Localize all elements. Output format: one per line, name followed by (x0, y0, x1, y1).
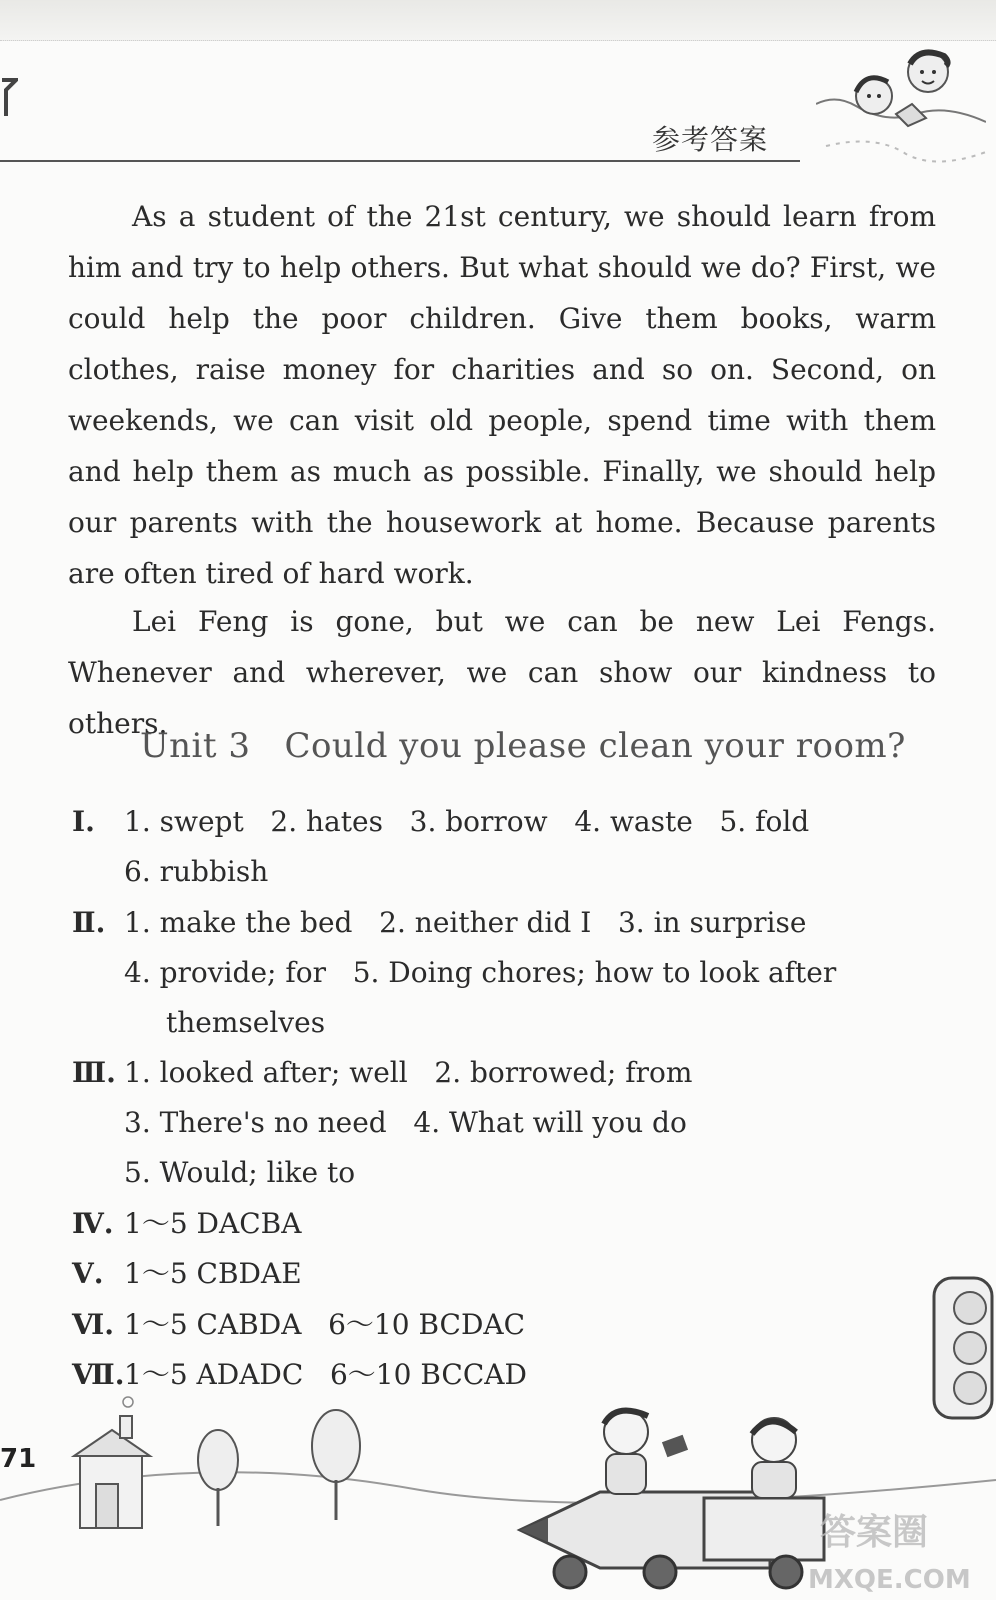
svg-text:MXQE.COM: MXQE.COM (808, 1565, 971, 1595)
answer-line: 1～5 ADADC 6～10 BCCAD (124, 1358, 527, 1391)
tree-icon (198, 1430, 238, 1526)
answer-line: 1. make the bed 2. neither did I 3. in surprise (124, 906, 807, 939)
section-numeral-6: Ⅵ. (72, 1308, 114, 1341)
section-numeral-5: Ⅴ. (72, 1257, 104, 1290)
essay-paragraph-2: Lei Feng is gone, but we can be new Lei Fengs. Whenever and wherever, we can show our kindness to others. (68, 605, 936, 740)
answer-line: 6. rubbish (124, 855, 269, 888)
header-divider (0, 160, 800, 162)
tree-icon (312, 1410, 360, 1520)
unit-title: Unit 3 Could you please clean your room? (140, 726, 906, 766)
answer-line: 1～5 DACBA (124, 1207, 302, 1240)
corner-mark-icon (0, 78, 18, 118)
svg-text:答案圈: 答案圈 (820, 1512, 929, 1553)
section-numeral-4: Ⅳ. (72, 1207, 114, 1240)
answer-line: 1. looked after; well 2. borrowed; from (124, 1056, 693, 1089)
page-number: 71 (0, 1444, 37, 1474)
answer-line: 4. provide; for 5. Doing chores; how to look after (124, 956, 837, 989)
answer-line: 3. There's no need 4. What will you do (124, 1106, 687, 1139)
header-title: 参考答案 (652, 123, 769, 156)
answer-line: 1～5 CBDAE (124, 1257, 302, 1290)
section-numeral-3: Ⅲ. (72, 1056, 116, 1089)
section-numeral-1: Ⅰ. (72, 805, 95, 838)
watermark-logo (800, 1500, 996, 1600)
section-numeral-2: Ⅱ. (72, 906, 106, 939)
answer-line: 1～5 CABDA 6～10 BCDAC (124, 1308, 526, 1341)
answer-line: 1. swept 2. hates 3. borrow 4. waste 5. fold (124, 805, 810, 838)
answer-line: themselves (166, 1006, 326, 1039)
section-numeral-7: Ⅶ. (72, 1358, 125, 1391)
essay-paragraph-1: As a student of the 21st century, we should learn from him and try to help others. But what should we do? First, we could help the poor children. Give them books, warm clothes, raise money for charities and so on. Second, on weekends, we can visit old people, spend time with them and help them as much as possible. Finally, we should help our parents with the housework at home. Because parents are often tired of hard work. (68, 200, 936, 590)
pencil-car-icon (520, 1410, 824, 1588)
answer-line: 5. Would; like to (124, 1156, 356, 1189)
kids-reading-illustration (816, 34, 986, 174)
house-icon (74, 1397, 150, 1528)
